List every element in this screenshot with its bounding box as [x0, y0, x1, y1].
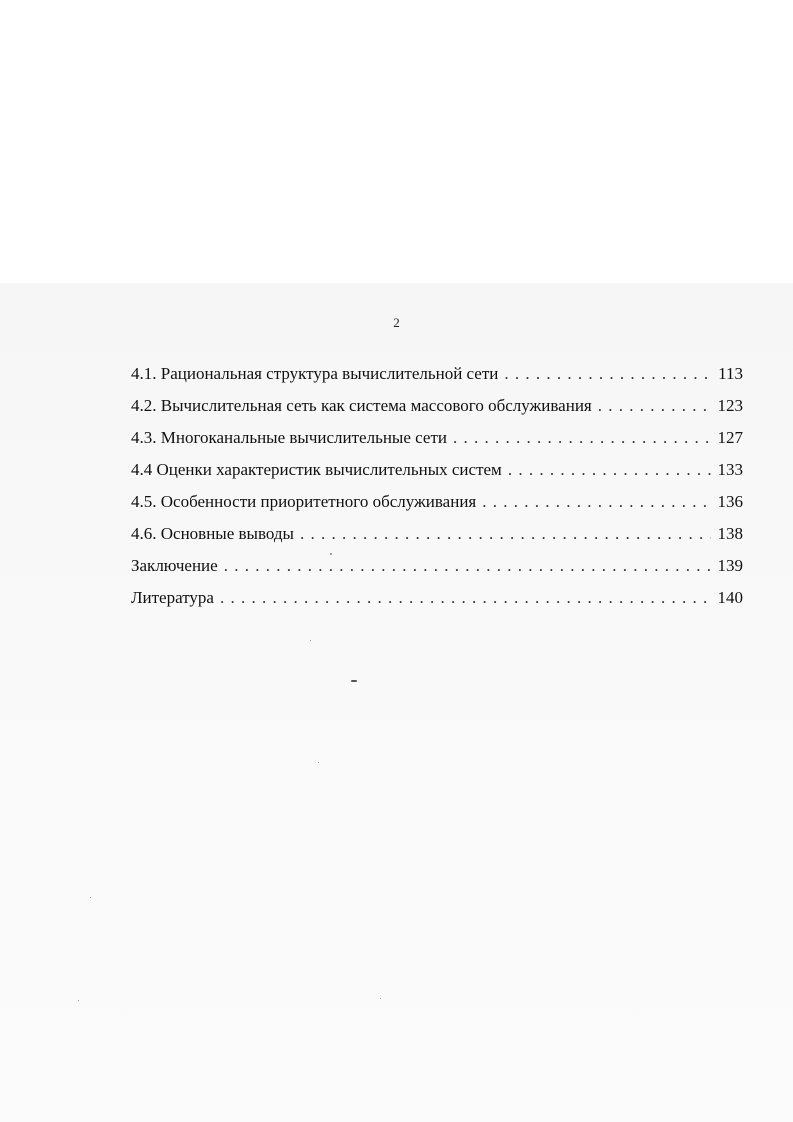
toc-entry: [131, 523, 743, 555]
toc-entry-page: 133: [717, 460, 743, 479]
scan-speck: [330, 553, 332, 555]
toc-entry-title: Заключение: [131, 556, 218, 575]
toc-leader-dots: [300, 523, 711, 555]
scan-speck: [78, 1000, 79, 1001]
toc-leader-dots: [224, 555, 711, 587]
table-of-contents: [131, 363, 743, 619]
toc-entry: [131, 587, 743, 619]
toc-entry: [131, 427, 743, 459]
toc-entry-title: 4.1. Рациональная структура вычислительной сети: [131, 364, 499, 383]
toc-entry-page: 139: [717, 556, 743, 575]
toc-entry-title: 4.3. Многоканальные вычислительные сети: [131, 428, 447, 447]
toc-entry-page: 138: [717, 524, 743, 543]
toc-entry-title: 4.4 Оценки характеристик вычислительных систем: [131, 460, 502, 479]
scan-speck: [380, 998, 381, 999]
scan-speck: [310, 640, 311, 641]
page-number: 2: [393, 315, 400, 330]
toc-entry: [131, 459, 743, 491]
toc-entry-page: 140: [717, 588, 743, 607]
toc-entry-title: Литература: [131, 588, 214, 607]
toc-entry: [131, 491, 743, 523]
toc-leader-dots: [504, 363, 711, 395]
toc-leader-dots: [453, 427, 711, 459]
toc-entry: [131, 363, 743, 395]
toc-entry-page: 127: [717, 428, 743, 447]
toc-entry-page: 113: [718, 364, 743, 383]
toc-entry-title: 4.2. Вычислительная сеть как система массового обслуживания: [131, 396, 592, 415]
toc-entry-title: 4.6. Основные выводы: [131, 524, 294, 543]
toc-entry-page: 136: [717, 492, 743, 511]
scan-speck: [318, 762, 319, 763]
toc-entry: [131, 395, 743, 427]
toc-entry-title: 4.5. Особенности приоритетного обслуживания: [131, 492, 477, 511]
toc-leader-dots: [220, 587, 711, 619]
toc-leader-dots: [508, 459, 711, 491]
toc-entry: [131, 555, 743, 587]
scan-speck: [351, 680, 357, 682]
toc-leader-dots: [482, 491, 711, 523]
scan-speck: [90, 897, 91, 898]
toc-leader-dots: [598, 395, 711, 427]
toc-entry-page: 123: [717, 396, 743, 415]
